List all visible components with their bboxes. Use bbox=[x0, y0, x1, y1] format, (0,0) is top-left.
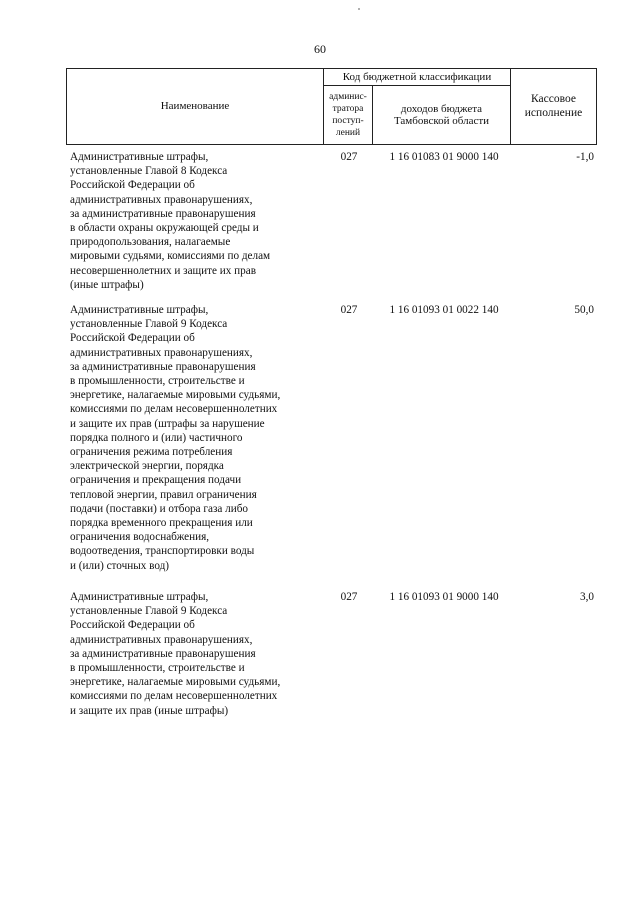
row-name: Административные штрафы, установленные Главой 9 Кодекса Российской Федерации об административных правонарушениях, за административные правонарушения в промышленности, строительстве и энергетике, налагаемые мировыми судьями, комиссиями по делам несовершеннолетних и защите их прав (штрафы за нарушение порядка полного и (или) частичного ограничения режима потребления электрической энергии, порядка ограничения и прекращения подачи тепловой энергии, правил ограничения подачи (поставки) и отбора газа либо порядка временного прекращения или ограничения водоснабжения, водоотведения, транспортировки воды и (или) сточных вод) bbox=[70, 304, 281, 572]
header-right-border bbox=[596, 68, 597, 145]
row-amount: 3,0 bbox=[580, 591, 594, 603]
row-budget-code: 1 16 01093 01 0022 140 bbox=[389, 304, 499, 316]
header-name-cell: Наименование bbox=[160, 100, 230, 112]
header-admin-cell: админис- тратора поступ- лений bbox=[329, 92, 367, 138]
scan-speck bbox=[358, 8, 360, 10]
page-number: 60 bbox=[314, 42, 326, 56]
row-admin-code: 027 bbox=[340, 591, 358, 603]
header-bottom-border bbox=[66, 144, 597, 145]
header-budget-code-cell: Код бюджетной классификации bbox=[342, 70, 492, 83]
header-revenue-cell: доходов бюджета Тамбовской области bbox=[393, 103, 490, 127]
row-budget-code: 1 16 01093 01 9000 140 bbox=[389, 591, 499, 603]
row-name: Административные штрафы, установленные Главой 9 Кодекса Российской Федерации об административных правонарушениях, за административные правонарушения в промышленности, строительстве и энергетике, налагаемые мировыми судьями, комиссиями по делам несовершеннолетних и защите их прав (иные штрафы) bbox=[70, 591, 281, 717]
row-amount: 50,0 bbox=[574, 304, 594, 316]
header-execution-cell: Кассовое исполнение bbox=[524, 93, 583, 119]
row-name: Административные штрафы, установленные Главой 8 Кодекса Российской Федерации об административных правонарушениях, за административные правонарушения в области охраны окружающей среды и природопользования, налагаемые мировыми судьями, комиссиями по делам несовершеннолетних и защите их прав (иные штрафы) bbox=[70, 151, 271, 291]
table-header bbox=[66, 68, 597, 145]
row-amount: -1,0 bbox=[576, 151, 594, 163]
row-budget-code: 1 16 01083 01 9000 140 bbox=[389, 151, 499, 163]
row-admin-code: 027 bbox=[340, 151, 358, 163]
row-admin-code: 027 bbox=[340, 304, 358, 316]
